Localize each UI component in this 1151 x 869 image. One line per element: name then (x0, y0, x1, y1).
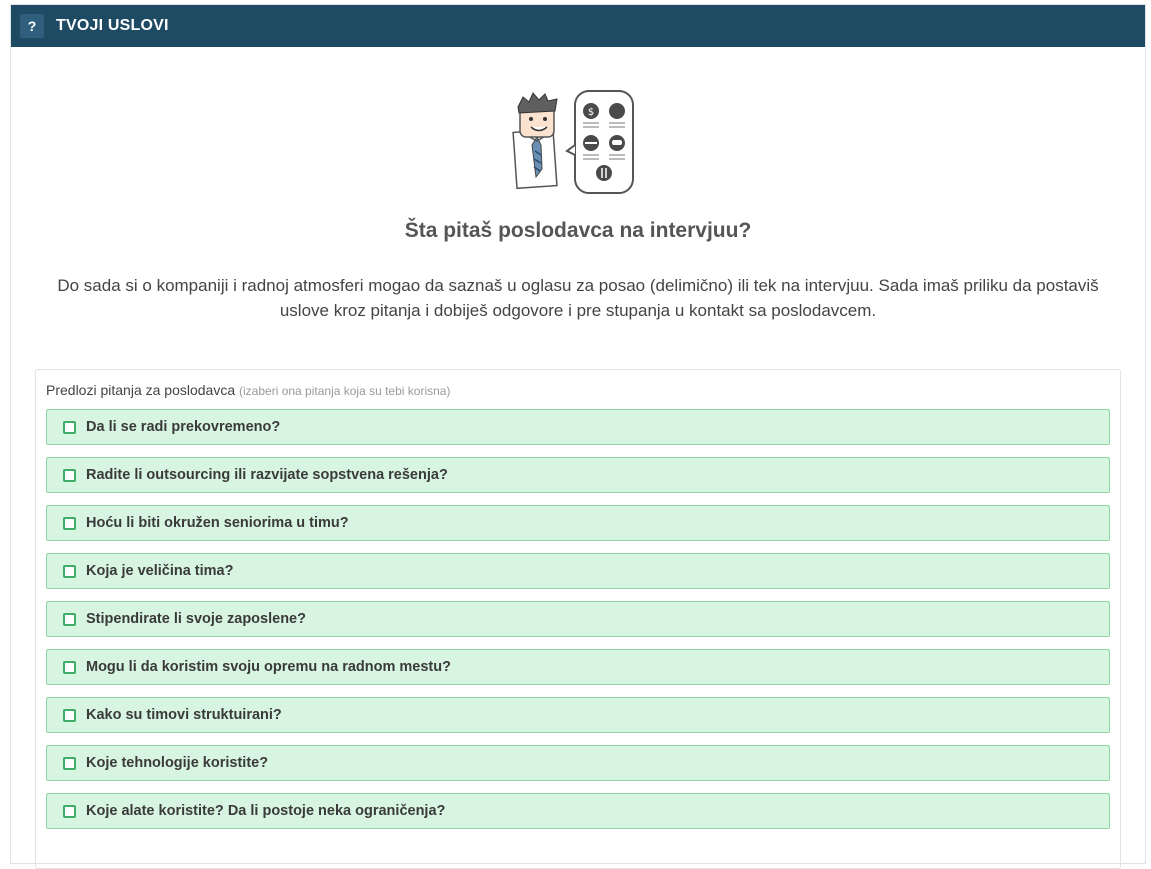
questions-hint: (izaberi ona pitanja koja su tebi korisna) (239, 384, 451, 398)
question-item[interactable] (46, 409, 1110, 445)
businessman-illustration (507, 85, 635, 195)
checkbox-icon[interactable] (63, 421, 76, 434)
question-text: Koja je veličina tima? (86, 563, 234, 579)
question-text: Koje alate koristite? Da li postoje neka ograničenja? (86, 803, 446, 819)
question-text: Koje tehnologije koristite? (86, 755, 269, 771)
checkbox-icon[interactable] (63, 661, 76, 674)
questions-label-text: Predlozi pitanja za poslodavca (46, 382, 236, 398)
intro-text: Do sada si o kompaniji i radnoj atmosferi mogao da saznaš u oglasu za posao (delimično) ili tek na intervjuu. Sada imaš priliku da postaviš uslove kroz pitanja i dobiješ odgovore i pre stupanja u kontakt sa poslodavcem. (57, 276, 1099, 320)
checkbox-icon[interactable] (63, 565, 76, 578)
checkbox-icon[interactable] (63, 517, 76, 530)
checkbox-icon[interactable] (63, 709, 76, 722)
question-item[interactable] (46, 601, 1110, 637)
question-list (46, 409, 1110, 841)
svg-text:$: $ (587, 107, 595, 118)
question-item[interactable] (46, 697, 1110, 733)
question-item[interactable] (46, 793, 1110, 829)
panel-title: TVOJI USLOVI (56, 17, 169, 34)
question-item[interactable] (46, 649, 1110, 685)
question-text: Radite li outsourcing ili razvijate sopstvena rešenja? (86, 467, 448, 483)
checkbox-icon[interactable] (63, 805, 76, 818)
panel-header (11, 5, 1145, 47)
question-text: Stipendirate li svoje zaposlene? (86, 611, 306, 627)
question-mark-icon: ? (20, 14, 44, 38)
page-headline: Šta pitaš poslodavca na intervjuu? (404, 219, 752, 242)
question-text: Mogu li da koristim svoju opremu na radnom mestu? (86, 659, 451, 675)
checkbox-icon[interactable] (63, 469, 76, 482)
question-text: Kako su timovi struktuirani? (86, 707, 282, 723)
question-item[interactable] (46, 745, 1110, 781)
checkbox-icon[interactable] (63, 757, 76, 770)
question-item[interactable] (46, 457, 1110, 493)
question-item[interactable] (46, 553, 1110, 589)
question-text: Hoću li biti okružen seniorima u timu? (86, 515, 349, 531)
conditions-panel (10, 4, 1146, 864)
questions-box (35, 369, 1121, 869)
question-text: Da li se radi prekovremeno? (86, 419, 281, 435)
checkbox-icon[interactable] (63, 613, 76, 626)
question-item[interactable] (46, 505, 1110, 541)
questions-label (46, 382, 450, 398)
